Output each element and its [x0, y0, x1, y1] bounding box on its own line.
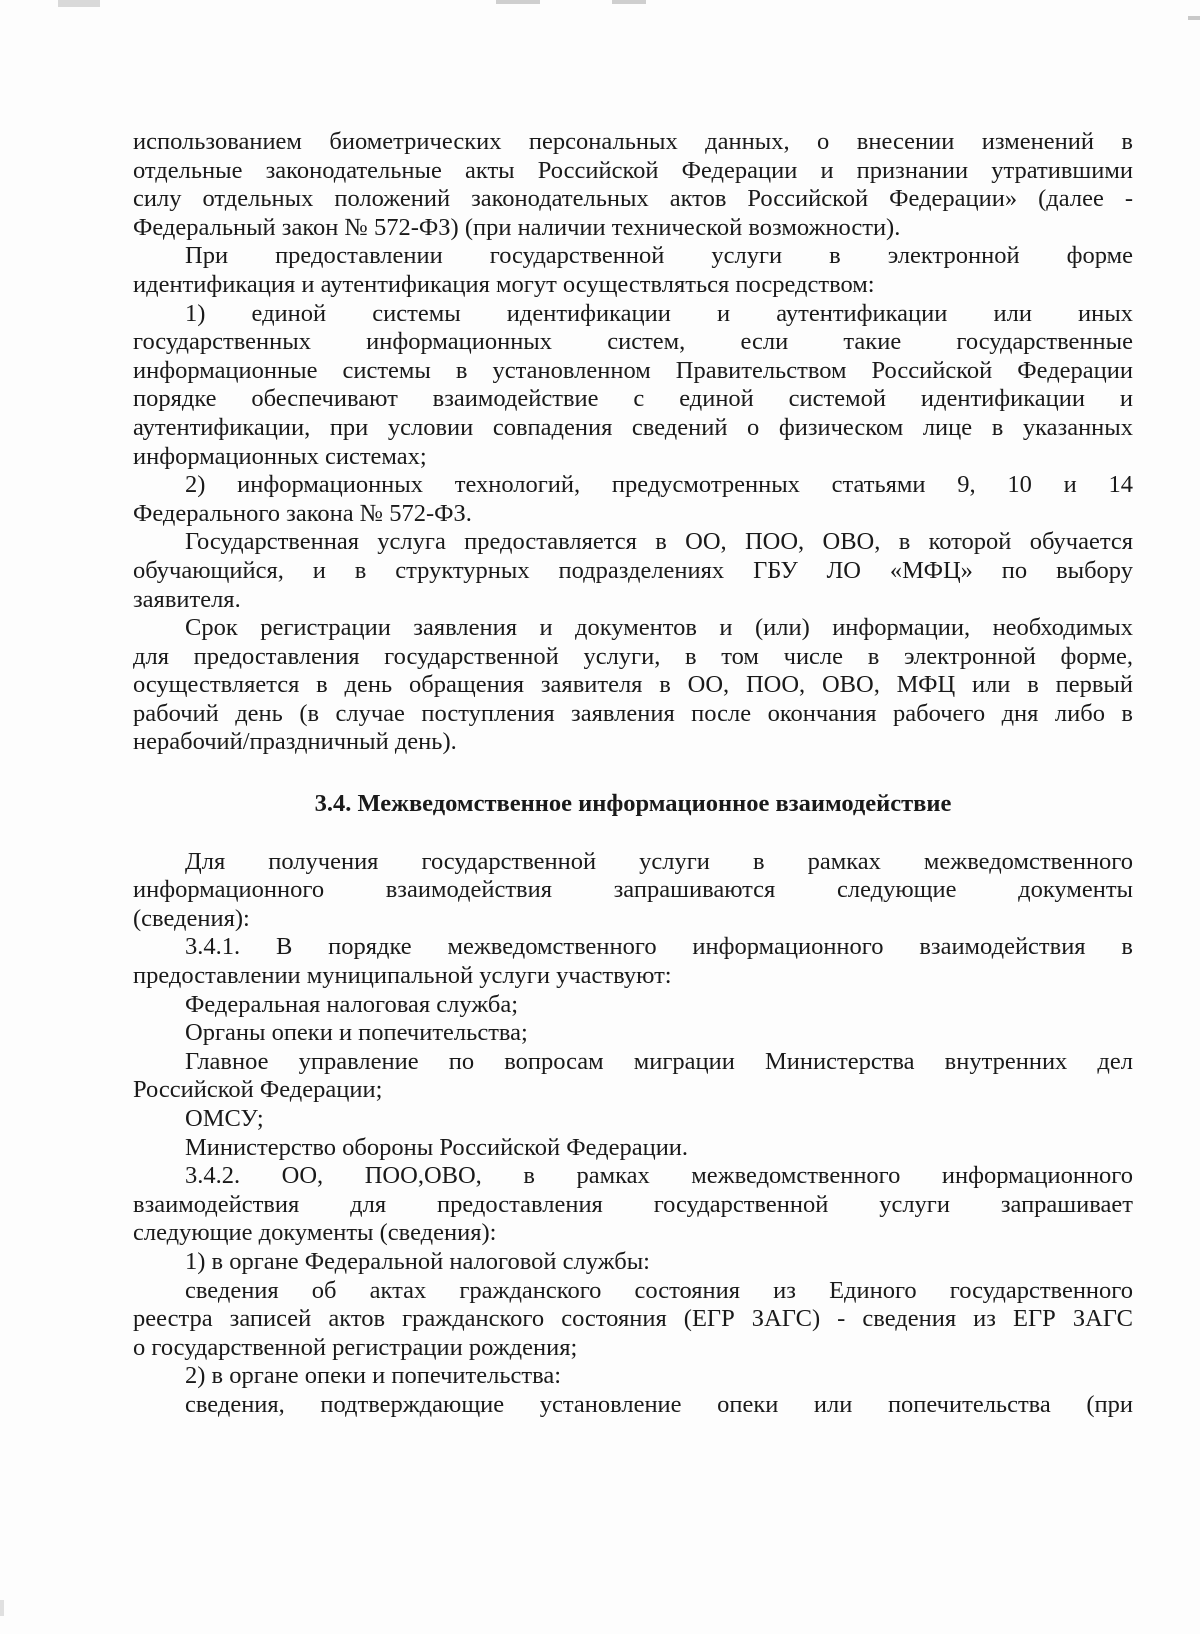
text-line: предоставлении муниципальной услуги участвуют:: [133, 962, 672, 990]
scan-artifact: [0, 1600, 4, 1616]
paragraph: [133, 933, 1133, 990]
paragraph: [133, 1277, 1133, 1363]
text-line: Федерального закона № 572-ФЗ.: [133, 499, 472, 527]
text-line: отдельные законодательные акты Российской Федерации и признании утратившими: [133, 156, 1133, 184]
text-line: заявителя.: [133, 585, 241, 613]
paragraph: [133, 128, 1133, 242]
text-line: При предоставлении государственной услуги в электронной форме: [185, 242, 1133, 270]
text-line: Министерство обороны Российской Федерации.: [185, 1133, 689, 1161]
text-line: сведения, подтверждающие установление опеки или попечительства (при: [185, 1390, 1133, 1418]
text-line: нерабочий/праздничный день).: [133, 728, 457, 756]
document-body: [133, 128, 1133, 1420]
text-line: Федеральная налоговая служба;: [185, 990, 519, 1018]
paragraph: [133, 848, 1133, 934]
text-line: Российской Федерации;: [133, 1076, 383, 1104]
paragraph: [133, 528, 1133, 614]
text-line: ОМСУ;: [185, 1105, 264, 1132]
paragraph: [133, 614, 1133, 757]
text-line: Главное управление по вопросам миграции Министерства внутренних дел: [185, 1047, 1133, 1075]
paragraph: [133, 1048, 1133, 1105]
text-line: 3.4.2. ОО, ПОО,ОВО, в рамках межведомственного информационного: [185, 1162, 1133, 1190]
scan-artifact: [1188, 16, 1200, 20]
text-line: следующие документы (сведения):: [133, 1219, 497, 1247]
text-line: Срок регистрации заявления и документов и (или) информации, необходимых: [185, 614, 1133, 642]
paragraph: [133, 1105, 1133, 1134]
scan-artifact: [58, 0, 100, 7]
paragraph: [133, 991, 1133, 1020]
text-line: информационного взаимодействия запрашиваются следующие документы: [133, 876, 1133, 904]
text-line: 1) в органе Федеральной налоговой службы:: [185, 1247, 650, 1275]
text-line: сведения об актах гражданского состояния из Единого государственного: [185, 1276, 1133, 1304]
text-line: осуществляется в день обращения заявителя в ОО, ПОО, ОВО, МФЦ или в первый: [133, 671, 1133, 699]
text-line: Для получения государственной услуги в рамках межведомственного: [185, 847, 1133, 875]
text-line: Органы опеки и попечительства;: [185, 1019, 528, 1047]
text-line: 3.4.1. В порядке межведомственного информационного взаимодействия в: [185, 933, 1133, 961]
text-line: рабочий день (в случае поступления заявления после окончания рабочего дня либо в: [133, 699, 1133, 727]
paragraph: [133, 471, 1133, 528]
text-line: о государственной регистрации рождения;: [133, 1333, 578, 1361]
paragraph: [133, 1248, 1133, 1277]
body-text-before-heading: [133, 128, 1133, 757]
paragraph: [133, 1134, 1133, 1163]
text-line: информационные системы в установленном Правительством Российской Федерации: [133, 356, 1133, 384]
paragraph: [133, 1391, 1133, 1420]
text-line: Государственная услуга предоставляется в ОО, ПОО, ОВО, в которой обучается: [185, 528, 1133, 556]
text-line: для предоставления государственной услуги, в том числе в электронной форме,: [133, 642, 1133, 670]
text-line: силу отдельных положений законодательных актов Российской Федерации» (далее -: [133, 185, 1133, 213]
body-text-after-heading: [133, 848, 1133, 1420]
text-line: использованием биометрических персональных данных, о внесении изменений в: [133, 128, 1133, 155]
section-heading: 3.4. Межведомственное информационное взаимодействие: [314, 790, 952, 818]
paragraph: [133, 1019, 1133, 1048]
text-line: 2) информационных технологий, предусмотренных статьями 9, 10 и 14: [185, 471, 1133, 499]
text-line: Федеральный закон № 572-ФЗ) (при наличии технической возможности).: [133, 213, 901, 241]
text-line: аутентификации, при условии совпадения сведений о физическом лице в указанных: [133, 413, 1133, 441]
paragraph: [133, 300, 1133, 472]
text-line: обучающийся, и в структурных подразделениях ГБУ ЛО «МФЦ» по выбору: [133, 556, 1133, 584]
text-line: (сведения):: [133, 904, 250, 932]
scan-artifact: [612, 0, 646, 4]
text-line: информационных системах;: [133, 442, 427, 470]
text-line: реестра записей актов гражданского состояния (ЕГР ЗАГС) - сведения из ЕГР ЗАГС: [133, 1305, 1133, 1333]
text-line: взаимодействия для предоставления государственной услуги запрашивает: [133, 1190, 1133, 1218]
paragraph: [133, 242, 1133, 299]
text-line: идентификация и аутентификация могут осуществляться посредством:: [133, 270, 875, 298]
text-line: государственных информационных систем, если такие государственные: [133, 328, 1133, 356]
paragraph: [133, 1362, 1133, 1391]
text-line: 2) в органе опеки и попечительства:: [185, 1362, 562, 1390]
text-line: порядке обеспечивают взаимодействие с единой системой идентификации и: [133, 385, 1133, 413]
paragraph: [133, 1162, 1133, 1248]
scan-artifact: [496, 0, 540, 4]
text-line: 1) единой системы идентификации и аутентификации или иных: [185, 299, 1133, 327]
